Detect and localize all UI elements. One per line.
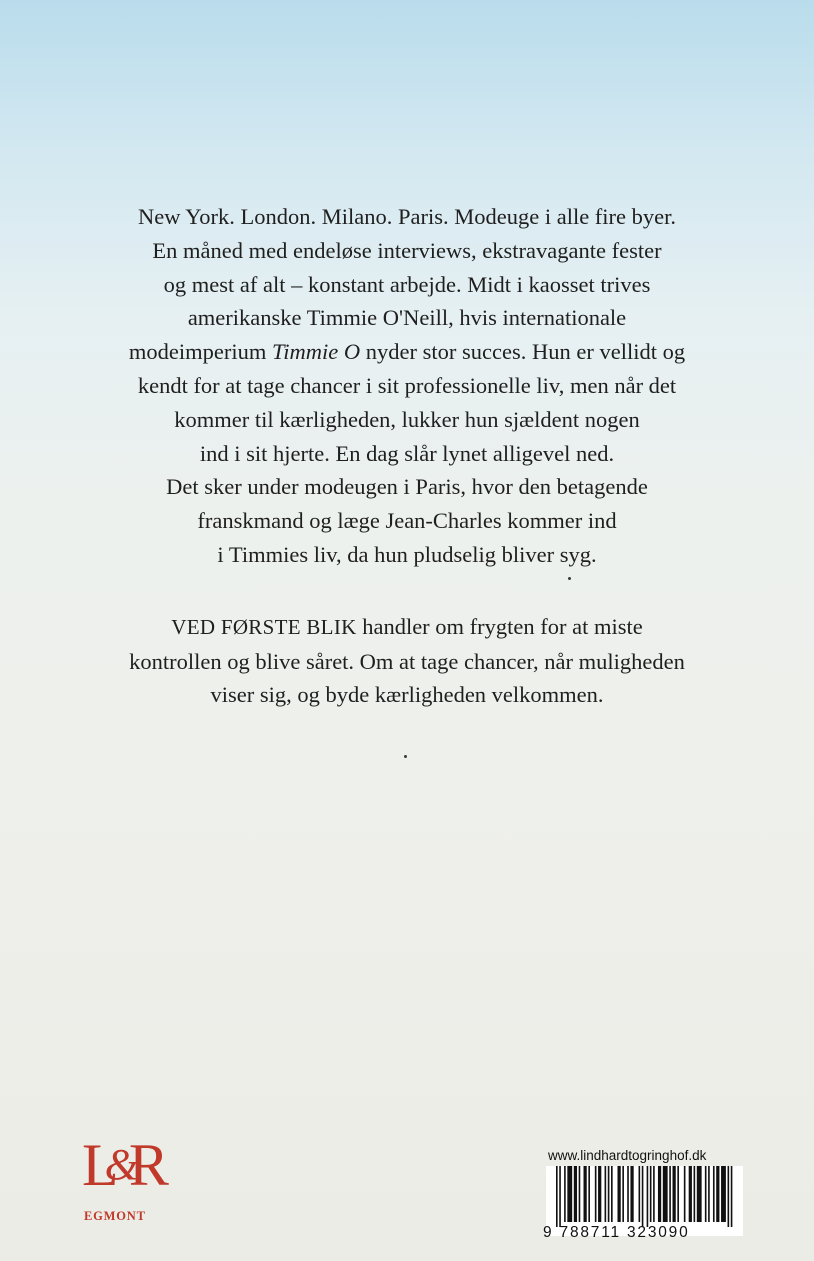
lr-monogram bbox=[82, 1132, 155, 1198]
barcode-bar bbox=[721, 1166, 726, 1222]
logo-ampersand: & bbox=[104, 1140, 129, 1189]
back-cover-blurb bbox=[60, 200, 754, 712]
speck bbox=[568, 577, 571, 580]
blurb-text: modeimperium bbox=[128, 339, 273, 365]
publisher-logo bbox=[78, 1132, 178, 1225]
brand-name-italic: Timmie O bbox=[272, 339, 361, 365]
blurb-line bbox=[60, 335, 754, 369]
barcode-bar bbox=[716, 1166, 719, 1222]
barcode-bar bbox=[617, 1166, 620, 1222]
barcode-bar bbox=[677, 1166, 679, 1222]
barcode-bar bbox=[556, 1166, 558, 1227]
barcode-bar bbox=[697, 1166, 702, 1222]
blurb-line: amerikanske Timmie O'Neill, hvis internationale bbox=[187, 305, 627, 331]
blurb-line bbox=[60, 610, 754, 645]
blurb-line: En måned med endeløse interviews, ekstravagante fester bbox=[152, 237, 662, 263]
speck bbox=[404, 755, 407, 758]
isbn-barcode bbox=[556, 1166, 734, 1227]
blurb-text: nyder stor succes. Hun er vellidt og bbox=[360, 339, 686, 365]
barcode-bar bbox=[567, 1166, 572, 1222]
barcode-bar bbox=[605, 1166, 607, 1222]
barcode-bar bbox=[579, 1166, 581, 1222]
barcode-bar bbox=[642, 1166, 644, 1227]
barcode-bar bbox=[630, 1166, 633, 1222]
barcode-bar bbox=[598, 1166, 601, 1222]
barcode-bar bbox=[650, 1166, 652, 1222]
blurb-line: viser sig, og byde kærligheden velkommen. bbox=[210, 682, 604, 708]
logo-letter-r: R bbox=[128, 1132, 155, 1198]
barcode-bar bbox=[608, 1166, 610, 1222]
blurb-line: og mest af alt – konstant arbejde. Midt i kaosset trives bbox=[163, 271, 651, 297]
barcode-bar bbox=[627, 1166, 629, 1222]
barcode-bar bbox=[622, 1166, 624, 1222]
barcode-bar bbox=[574, 1166, 577, 1222]
barcode-bar bbox=[731, 1166, 733, 1227]
barcode-bar bbox=[639, 1166, 641, 1222]
barcode-bar bbox=[647, 1166, 649, 1227]
barcode-bar bbox=[584, 1166, 587, 1222]
barcode-bar bbox=[564, 1166, 566, 1222]
blurb-text: handler om frygten for at miste bbox=[356, 613, 643, 639]
barcode-bar bbox=[653, 1166, 655, 1222]
blurb-line: kontrollen og blive såret. Om at tage chancer, når muligheden bbox=[129, 648, 685, 674]
barcode-bar bbox=[694, 1166, 696, 1222]
blurb-line: Det sker under modeugen i Paris, hvor den betagende bbox=[166, 474, 648, 500]
publisher-imprint: EGMONT bbox=[84, 1209, 146, 1223]
blurb-line: kommer til kærligheden, lukker hun sjældent nogen bbox=[174, 406, 640, 432]
barcode-bar bbox=[689, 1166, 692, 1222]
blurb-paragraph-2 bbox=[60, 610, 754, 712]
blurb-paragraph-1 bbox=[60, 200, 754, 572]
barcode-bar bbox=[588, 1166, 590, 1222]
book-title-caps: VED FØRSTE BLIK bbox=[171, 614, 357, 639]
publisher-website: www.lindhardtogringhof.dk bbox=[548, 1148, 707, 1163]
blurb-line: New York. London. Milano. Paris. Modeuge i alle fire byer. bbox=[137, 204, 677, 229]
blurb-line: franskmand og læge Jean-Charles kommer ind bbox=[197, 508, 617, 534]
barcode-bar bbox=[595, 1166, 597, 1222]
logo-letter-l: L bbox=[82, 1132, 105, 1198]
blurb-line: i Timmies liv, da hun pludselig bliver syg. bbox=[217, 541, 597, 567]
blurb-line: ind i sit hjerte. En dag slår lynet alligevel ned. bbox=[199, 440, 615, 466]
barcode-bar bbox=[611, 1166, 613, 1222]
barcode-bar bbox=[673, 1166, 676, 1222]
barcode-bar bbox=[705, 1166, 707, 1222]
barcode-bar bbox=[713, 1166, 715, 1222]
barcode-bar bbox=[708, 1166, 710, 1222]
barcode-bar bbox=[728, 1166, 730, 1227]
barcode-bar bbox=[684, 1166, 686, 1222]
barcode-bar bbox=[658, 1166, 661, 1222]
barcode-bar bbox=[663, 1166, 668, 1222]
barcode-bar bbox=[669, 1166, 671, 1222]
barcode-bar bbox=[559, 1166, 561, 1227]
isbn-number: 9 788711 323090 bbox=[543, 1224, 690, 1241]
blurb-line: kendt for at tage chancer i sit professionelle liv, men når det bbox=[137, 372, 677, 398]
